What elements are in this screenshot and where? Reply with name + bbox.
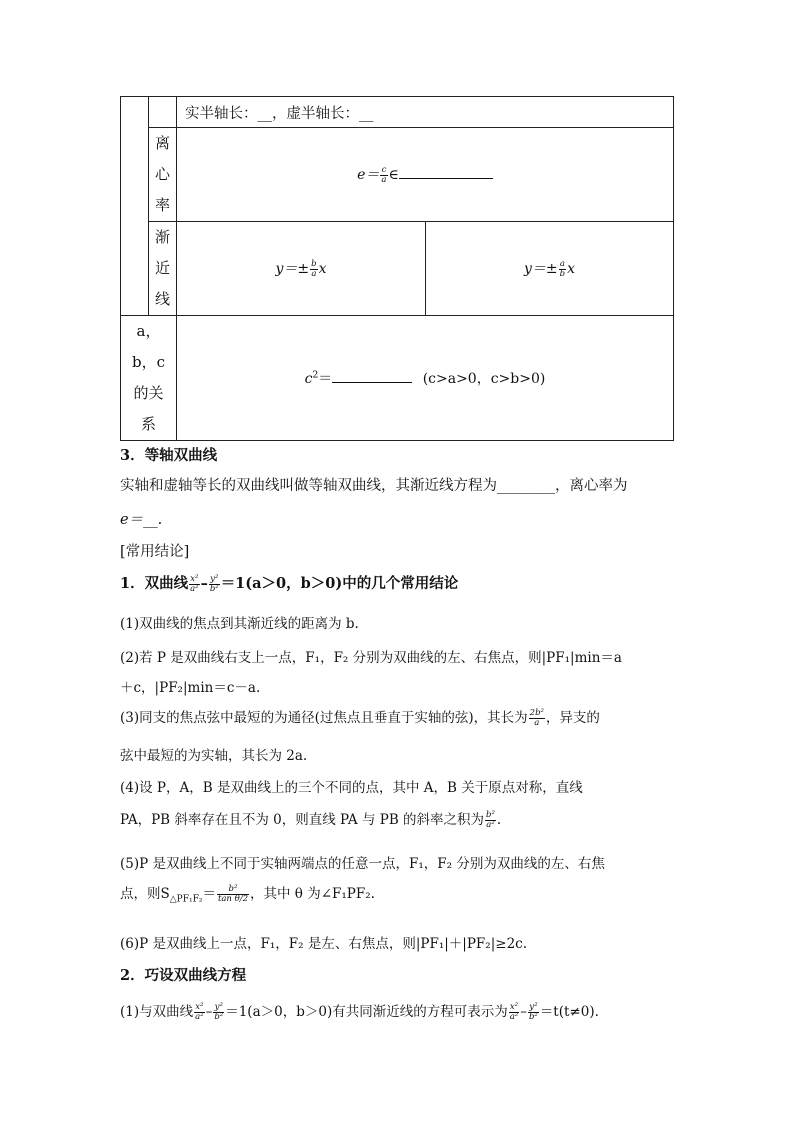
- eccentricity-label: 离 心 率: [149, 128, 177, 222]
- fraction: $\frac{\text{b²}}{\text{tan θ/2}}$: [217, 884, 248, 904]
- relation-label: a， b，c 的关 系: [121, 316, 177, 441]
- fraction: $\frac{\text{x²}}{\text{a²}}$: [195, 1002, 204, 1022]
- semi-axis-row: 实半轴长：__，虚半轴长：__: [177, 97, 674, 128]
- conclusion-2b: ＋c，|PF₂|min＝c－a.: [120, 680, 261, 696]
- conclusion-1: (1)双曲线的焦点到其渐近线的距离为 b.: [120, 616, 359, 632]
- conclusion-5b: 点，则$S_{\triangle PF_1F_2}=$ $\frac{\text{b²}}{\text{tan θ/2}}$ ，其中 θ 为∠F₁PF₂.: [120, 884, 375, 905]
- fraction: $\frac{c}{a}$: [381, 164, 387, 185]
- fraction: $\frac{\text{y²}}{\text{b²}}$: [214, 1002, 224, 1022]
- conclusions-heading: [常用结论]: [120, 544, 190, 560]
- asymptote-y-axis-formula: y＝± $\frac{a}{b}$ x: [426, 222, 674, 316]
- body-text: 实轴和虚轴等长的双曲线叫做等轴双曲线，其渐近线方程为________，离心率为: [120, 478, 628, 494]
- fraction: $\frac{\text{2b²}}{a}$: [529, 708, 544, 728]
- answer-blank: [399, 165, 493, 179]
- eccentricity-formula: e＝ $\frac{c}{a}$ ∈: [177, 128, 674, 222]
- answer-blank: [332, 369, 412, 383]
- hyperbola-properties-table: [120, 96, 674, 441]
- asymptote-label: 渐 近 线: [149, 222, 177, 316]
- fraction: $\frac{\text{x²}}{\text{a²}}$: [190, 573, 199, 594]
- fraction: $\frac{\text{x²}}{\text{a²}}$: [509, 1002, 519, 1022]
- fraction: $\frac{\text{b²}}{\text{a²}}$: [486, 810, 495, 830]
- conclusion-5a: (5)P 是双曲线上不同于实轴两端点的任意一点，F₁，F₂ 分别为双曲线的左、右焦: [120, 856, 605, 872]
- conclusion-6: (6)P 是双曲线上一点，F₁，F₂ 是左、右焦点，则|PF₁|＋|PF₂|≥2c.: [120, 936, 528, 952]
- conclusion-7: (1)与双曲线 $\frac{\text{x²}}{\text{a²}}$ – $\frac{\text{y²}}{\text{b²}}$ ＝1(a＞0，b＞0)有共同渐近线的方程可表示为 $\frac{\text{x²}}{\text{a²}}$ – $\frac{\text{y²}}{\text{b²}}$ ＝t(t≠0).: [120, 1002, 599, 1022]
- item-heading: 2．巧设双曲线方程: [120, 967, 247, 984]
- conclusion-3a: (3)同支的焦点弦中最短的为通径(过焦点且垂直于实轴的弦)，其长为 $\frac{\text{2b²}}{a}$ ，异支的: [120, 708, 600, 728]
- table-empty-label-cell: [149, 97, 177, 128]
- table-left-empty-cell: [121, 97, 149, 316]
- conclusion-3b: 弦中最短的为实轴，其长为 2a.: [120, 748, 308, 764]
- asymptote-x-axis-formula: y＝± $\frac{b}{a}$ x: [177, 222, 426, 316]
- section-heading: 3．等轴双曲线: [120, 447, 218, 464]
- conclusion-4b: PA，PB 斜率存在且不为 0，则直线 PA 与 PB 的斜率之积为 $\frac{\text{b²}}{\text{a²}}$ .: [120, 810, 502, 830]
- item-heading: 1．双曲线 $\frac{\text{x²}}{\text{a²}}$ – $\frac{\text{y²}}{\text{b²}}$ ＝1(a＞0，b＞0)中的几个常用结论: [120, 573, 459, 594]
- fraction: $\frac{\text{y²}}{\text{b²}}$: [528, 1002, 538, 1022]
- body-text: e＝__.: [120, 512, 163, 528]
- fraction: $\frac{b}{a}$: [311, 258, 317, 279]
- conclusion-4a: (4)设 P，A，B 是双曲线上的三个不同的点，其中 A，B 关于原点对称，直线: [120, 780, 583, 796]
- relation-formula: $c^2= (c>a>0$，c>b>0): [177, 316, 674, 441]
- conclusion-2a: (2)若 P 是双曲线右支上一点，F₁，F₂ 分别为双曲线的左、右焦点，则|PF₁|min＝a: [120, 650, 622, 666]
- fraction: $\frac{a}{b}$: [559, 258, 566, 279]
- fraction: $\frac{\text{y²}}{\text{b²}}$: [209, 573, 219, 594]
